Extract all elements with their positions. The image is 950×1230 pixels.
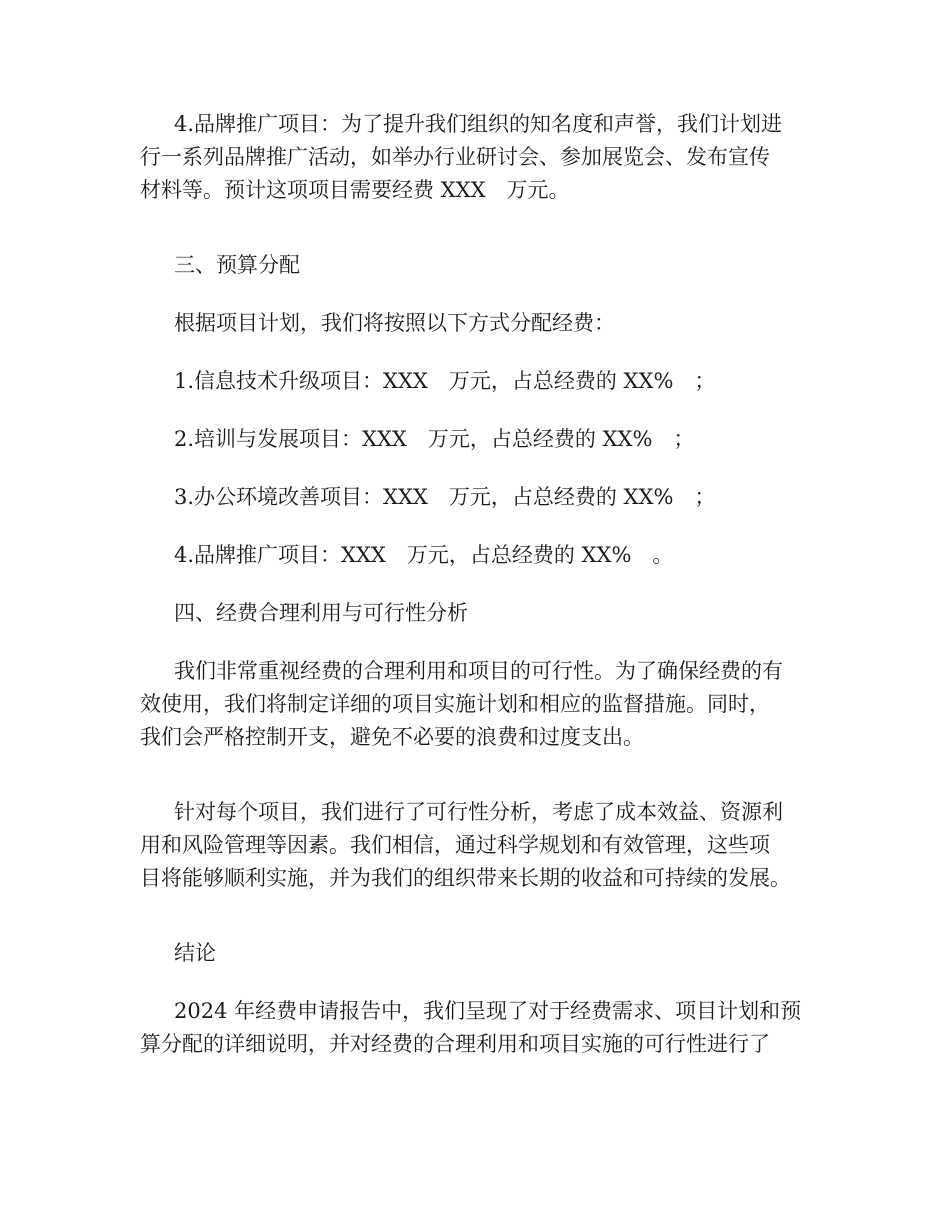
- list-item-training: [140, 423, 830, 456]
- paragraph-line: 根据项目计划，我们将按照以下方式分配经费：: [174, 311, 615, 335]
- paragraph-fund-usage: [140, 655, 830, 754]
- paragraph-line: 我们会严格控制开支，避免不必要的浪费和过度支出。: [140, 725, 644, 749]
- paragraph-conclusion: [140, 995, 830, 1061]
- paragraph-line: 针对每个项目，我们进行了可行性分析，考虑了成本效益、资源利: [174, 800, 783, 824]
- heading-line: 三、预算分配: [174, 253, 300, 277]
- paragraph-line: 行一系列品牌推广活动，如举办行业研讨会、参加展览会、发布宣传: [140, 145, 770, 169]
- paragraph-line: 3.办公环境改善项目：XXX 万元，占总经费的 XX% ；: [174, 485, 716, 509]
- list-item-it-upgrade: [140, 365, 830, 398]
- list-item-office-environment: [140, 481, 830, 514]
- paragraph-feasibility-analysis: [140, 796, 830, 895]
- paragraph-brand-promotion: [140, 108, 830, 207]
- paragraph-line: 我们非常重视经费的合理利用和项目的可行性。为了确保经费的有: [174, 659, 783, 683]
- paragraph-line: 用和风险管理等因素。我们相信，通过科学规划和有效管理，这些项: [140, 833, 770, 857]
- heading-line: 四、经费合理利用与可行性分析: [174, 601, 468, 625]
- list-item-brand-promotion: [140, 539, 830, 572]
- paragraph-line: 效使用，我们将制定详细的项目实施计划和相应的监督措施。同时，: [140, 692, 770, 716]
- paragraph-line: 2024 年经费申请报告中，我们呈现了对于经费需求、项目计划和预: [174, 999, 802, 1023]
- section-heading-feasibility: [140, 597, 830, 630]
- paragraph-line: 目将能够顺利实施，并为我们的组织带来长期的收益和可持续的发展。: [140, 866, 791, 890]
- paragraph-line: 4.品牌推广项目：为了提升我们组织的知名度和声誉，我们计划进: [174, 112, 783, 136]
- section-heading-budget-allocation: [140, 249, 830, 282]
- paragraph-line: 算分配的详细说明，并对经费的合理利用和项目实施的可行性进行了: [140, 1032, 770, 1056]
- paragraph-allocation-intro: [140, 307, 830, 340]
- paragraph-line: 1.信息技术升级项目：XXX 万元，占总经费的 XX% ；: [174, 369, 716, 393]
- section-heading-conclusion: [140, 937, 830, 970]
- paragraph-line: 4.品牌推广项目：XXX 万元，占总经费的 XX% 。: [174, 543, 674, 567]
- paragraph-line: 2.培训与发展项目：XXX 万元，占总经费的 XX% ；: [174, 427, 695, 451]
- paragraph-line: 材料等。预计这项项目需要经费 XXX 万元。: [140, 178, 570, 202]
- heading-line: 结论: [174, 941, 216, 965]
